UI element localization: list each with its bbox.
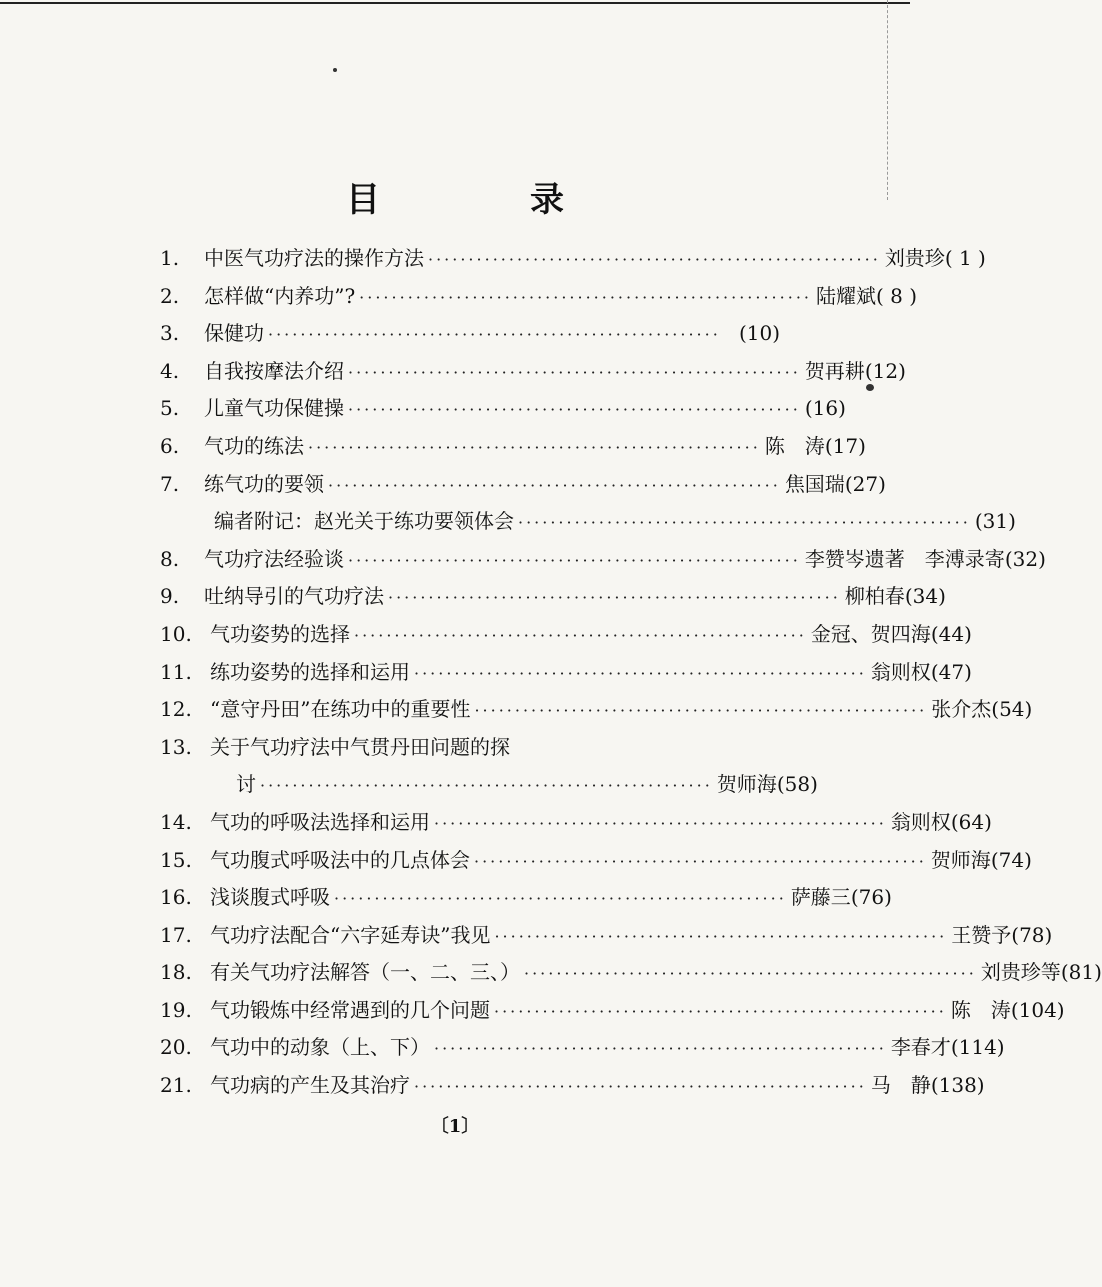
leader-dots: ························································ bbox=[428, 250, 881, 269]
leader-dots: ························································ bbox=[474, 701, 928, 721]
toc-entry bbox=[160, 954, 1102, 992]
toc-entry bbox=[160, 804, 992, 842]
entry-author: 刘贵珍等 bbox=[980, 960, 1061, 985]
entry-page: (64) bbox=[950, 809, 992, 834]
toc-entry bbox=[160, 428, 866, 466]
entry-title: 吐纳导引的气功疗法 bbox=[204, 584, 384, 609]
entry-author: 翁则权 bbox=[870, 659, 931, 684]
entry-page: (32) bbox=[1004, 546, 1046, 571]
entry-author: 贺师海 bbox=[716, 772, 777, 797]
toc-entry bbox=[160, 1029, 1005, 1067]
entry-page: (138) bbox=[930, 1073, 985, 1098]
entry-author: 焦国瑞 bbox=[784, 471, 845, 496]
entry-page: (114) bbox=[950, 1035, 1005, 1060]
entry-number: 6. bbox=[160, 433, 180, 458]
toc-entry bbox=[160, 278, 918, 316]
leader-dots: ························································ bbox=[334, 889, 787, 909]
toc-entry-continuation bbox=[160, 766, 818, 804]
toc-entry bbox=[160, 879, 892, 917]
right-border-rule bbox=[887, 0, 888, 200]
entry-number: 15. bbox=[160, 847, 192, 872]
entry-number: 7. bbox=[160, 471, 180, 496]
entry-page: (16) bbox=[804, 396, 846, 421]
toc-entry bbox=[160, 240, 986, 278]
entry-page: (31) bbox=[974, 509, 1016, 534]
entry-author: 金冠、贺四海 bbox=[810, 621, 931, 646]
entry-number: 4. bbox=[160, 358, 180, 383]
entry-author: 陈 涛 bbox=[950, 997, 1011, 1022]
entry-title: 气功病的产生及其治疗 bbox=[210, 1073, 410, 1098]
entry-number: 8. bbox=[160, 546, 180, 571]
entry-title: 气功腹式呼吸法中的几点体会 bbox=[210, 847, 470, 872]
toc-entry bbox=[160, 729, 780, 767]
entry-title: 保健功 bbox=[204, 321, 264, 346]
entry-title: 气功中的动象（上、下） bbox=[210, 1035, 430, 1060]
leader-dots: ························································ bbox=[260, 776, 713, 796]
entry-author: 贺师海 bbox=[930, 847, 991, 872]
toc-entry bbox=[160, 541, 1046, 579]
entry-page: (81) bbox=[1060, 960, 1102, 985]
entry-number: 5. bbox=[160, 396, 180, 421]
entry-number: 14. bbox=[160, 809, 192, 834]
toc-entry-note bbox=[160, 503, 1016, 541]
entry-page: ( 1 ) bbox=[944, 246, 986, 270]
page-title: 目 录 bbox=[346, 180, 622, 220]
page-number: 〔1〕 bbox=[430, 1116, 480, 1137]
toc-entry bbox=[160, 992, 1065, 1030]
entry-number: 10. bbox=[160, 621, 192, 646]
leader-dots: ························································ bbox=[388, 588, 841, 608]
entry-number: 20. bbox=[160, 1035, 192, 1060]
leader-dots: ························································ bbox=[328, 475, 781, 495]
top-border-rule bbox=[0, 2, 910, 4]
entry-page: (12) bbox=[864, 358, 906, 383]
entry-author: 翁则权 bbox=[890, 809, 951, 834]
entry-page: (54) bbox=[991, 697, 1033, 722]
print-speck bbox=[333, 68, 337, 72]
leader-dots: ························································ bbox=[414, 663, 867, 683]
entry-author: 萨藤三 bbox=[790, 885, 851, 910]
entry-number: 11. bbox=[160, 659, 192, 684]
entry-number: 17. bbox=[160, 922, 192, 947]
entry-author: 马 静 bbox=[870, 1073, 931, 1098]
entry-page: ( 8 ) bbox=[875, 283, 918, 308]
leader-dots: ························································ bbox=[494, 1001, 947, 1021]
leader-dots: ························································ bbox=[268, 325, 721, 345]
toc-entry bbox=[160, 691, 1033, 729]
toc-entry bbox=[160, 315, 780, 353]
entry-page: (27) bbox=[844, 471, 886, 496]
toc-entry bbox=[160, 654, 972, 692]
entry-title: 中医气功疗法的操作方法 bbox=[204, 246, 424, 270]
entry-page: (47) bbox=[930, 659, 972, 684]
entry-number: 19. bbox=[160, 997, 192, 1022]
entry-title: 气功的练法 bbox=[204, 433, 304, 458]
entry-page: (74) bbox=[990, 847, 1032, 872]
entry-title: 有关气功疗法解答（一、二、三、） bbox=[210, 960, 520, 985]
entry-title: 儿童气功保健操 bbox=[204, 396, 344, 421]
entry-author: 陆耀斌 bbox=[815, 283, 876, 308]
entry-author: 王赞予 bbox=[951, 922, 1012, 947]
entry-number: 3. bbox=[160, 321, 180, 346]
entry-title: 自我按摩法介绍 bbox=[204, 358, 344, 383]
entry-title: 气功的呼吸法选择和运用 bbox=[210, 809, 430, 834]
entry-page: (34) bbox=[904, 584, 946, 609]
entry-title: 浅谈腹式呼吸 bbox=[210, 885, 330, 910]
entry-number: 12. bbox=[160, 697, 192, 722]
entry-title: 气功疗法配合“六字延寿诀”我见 bbox=[210, 922, 491, 947]
entry-title: “意守丹田”在练功中的重要性 bbox=[210, 697, 471, 722]
entry-number: 9. bbox=[160, 584, 180, 609]
toc-entry bbox=[160, 353, 906, 391]
entry-title: 练气功的要领 bbox=[204, 471, 324, 496]
entry-author: 张介杰 bbox=[931, 697, 992, 722]
entry-author: 贺再耕 bbox=[804, 358, 865, 383]
entry-title: 编者附记：赵光关于练功要领体会 bbox=[214, 509, 514, 534]
toc-entry bbox=[160, 390, 846, 428]
leader-dots: ························································ bbox=[414, 1077, 867, 1097]
leader-dots: ························································ bbox=[308, 437, 761, 457]
entry-title: 怎样做“内养功”? bbox=[204, 283, 356, 308]
leader-dots: ························································ bbox=[434, 813, 887, 833]
leader-dots: ························································ bbox=[524, 964, 977, 984]
leader-dots: ························································ bbox=[348, 400, 801, 420]
entry-number: 2. bbox=[160, 283, 180, 308]
entry-page: (44) bbox=[930, 621, 972, 646]
toc-entry bbox=[160, 1067, 985, 1105]
entry-page: (17) bbox=[824, 433, 866, 458]
entry-page: (76) bbox=[850, 885, 892, 910]
entry-title: 气功姿势的选择 bbox=[210, 621, 350, 646]
entry-number: 13. bbox=[160, 734, 192, 759]
entry-page: (78) bbox=[1011, 922, 1053, 947]
entry-author: 李春才 bbox=[890, 1035, 951, 1060]
entry-author: 李赞岑遗著 李溥录寄 bbox=[804, 546, 1005, 571]
leader-dots: ························································ bbox=[348, 550, 801, 570]
entry-title: 关于气功疗法中气贯丹田问题的探 bbox=[210, 734, 510, 759]
entry-page: (104) bbox=[1010, 997, 1065, 1022]
entry-page: (58) bbox=[776, 772, 818, 797]
entry-title: 讨 bbox=[236, 772, 256, 797]
entry-title: 气功疗法经验谈 bbox=[204, 546, 344, 571]
leader-dots: ························································ bbox=[359, 287, 812, 307]
leader-dots: ························································ bbox=[434, 1039, 887, 1059]
entry-title: 练功姿势的选择和运用 bbox=[210, 659, 410, 684]
entry-author: 柳柏春 bbox=[844, 584, 905, 609]
entry-number: 21. bbox=[160, 1073, 192, 1098]
entry-number: 16. bbox=[160, 885, 192, 910]
toc-entry bbox=[160, 616, 972, 654]
leader-dots: ························································ bbox=[494, 926, 948, 946]
toc-entry bbox=[160, 917, 1053, 955]
leader-dots: ························································ bbox=[474, 851, 927, 871]
leader-dots: ························································ bbox=[348, 362, 801, 382]
leader-dots: ························································ bbox=[354, 625, 807, 645]
toc-entry bbox=[160, 466, 886, 504]
leader-dots: ························································ bbox=[518, 513, 971, 533]
entry-author: 陈 涛 bbox=[764, 433, 825, 458]
table-of-contents bbox=[160, 240, 1102, 1105]
entry-number: 18. bbox=[160, 960, 192, 985]
entry-page: (10) bbox=[738, 321, 780, 346]
entry-number: 1. bbox=[160, 246, 180, 270]
toc-entry bbox=[160, 578, 946, 616]
entry-author: 刘贵珍 bbox=[884, 246, 945, 270]
entry-title: 气功锻炼中经常遇到的几个问题 bbox=[210, 997, 490, 1022]
toc-entry bbox=[160, 842, 1032, 880]
